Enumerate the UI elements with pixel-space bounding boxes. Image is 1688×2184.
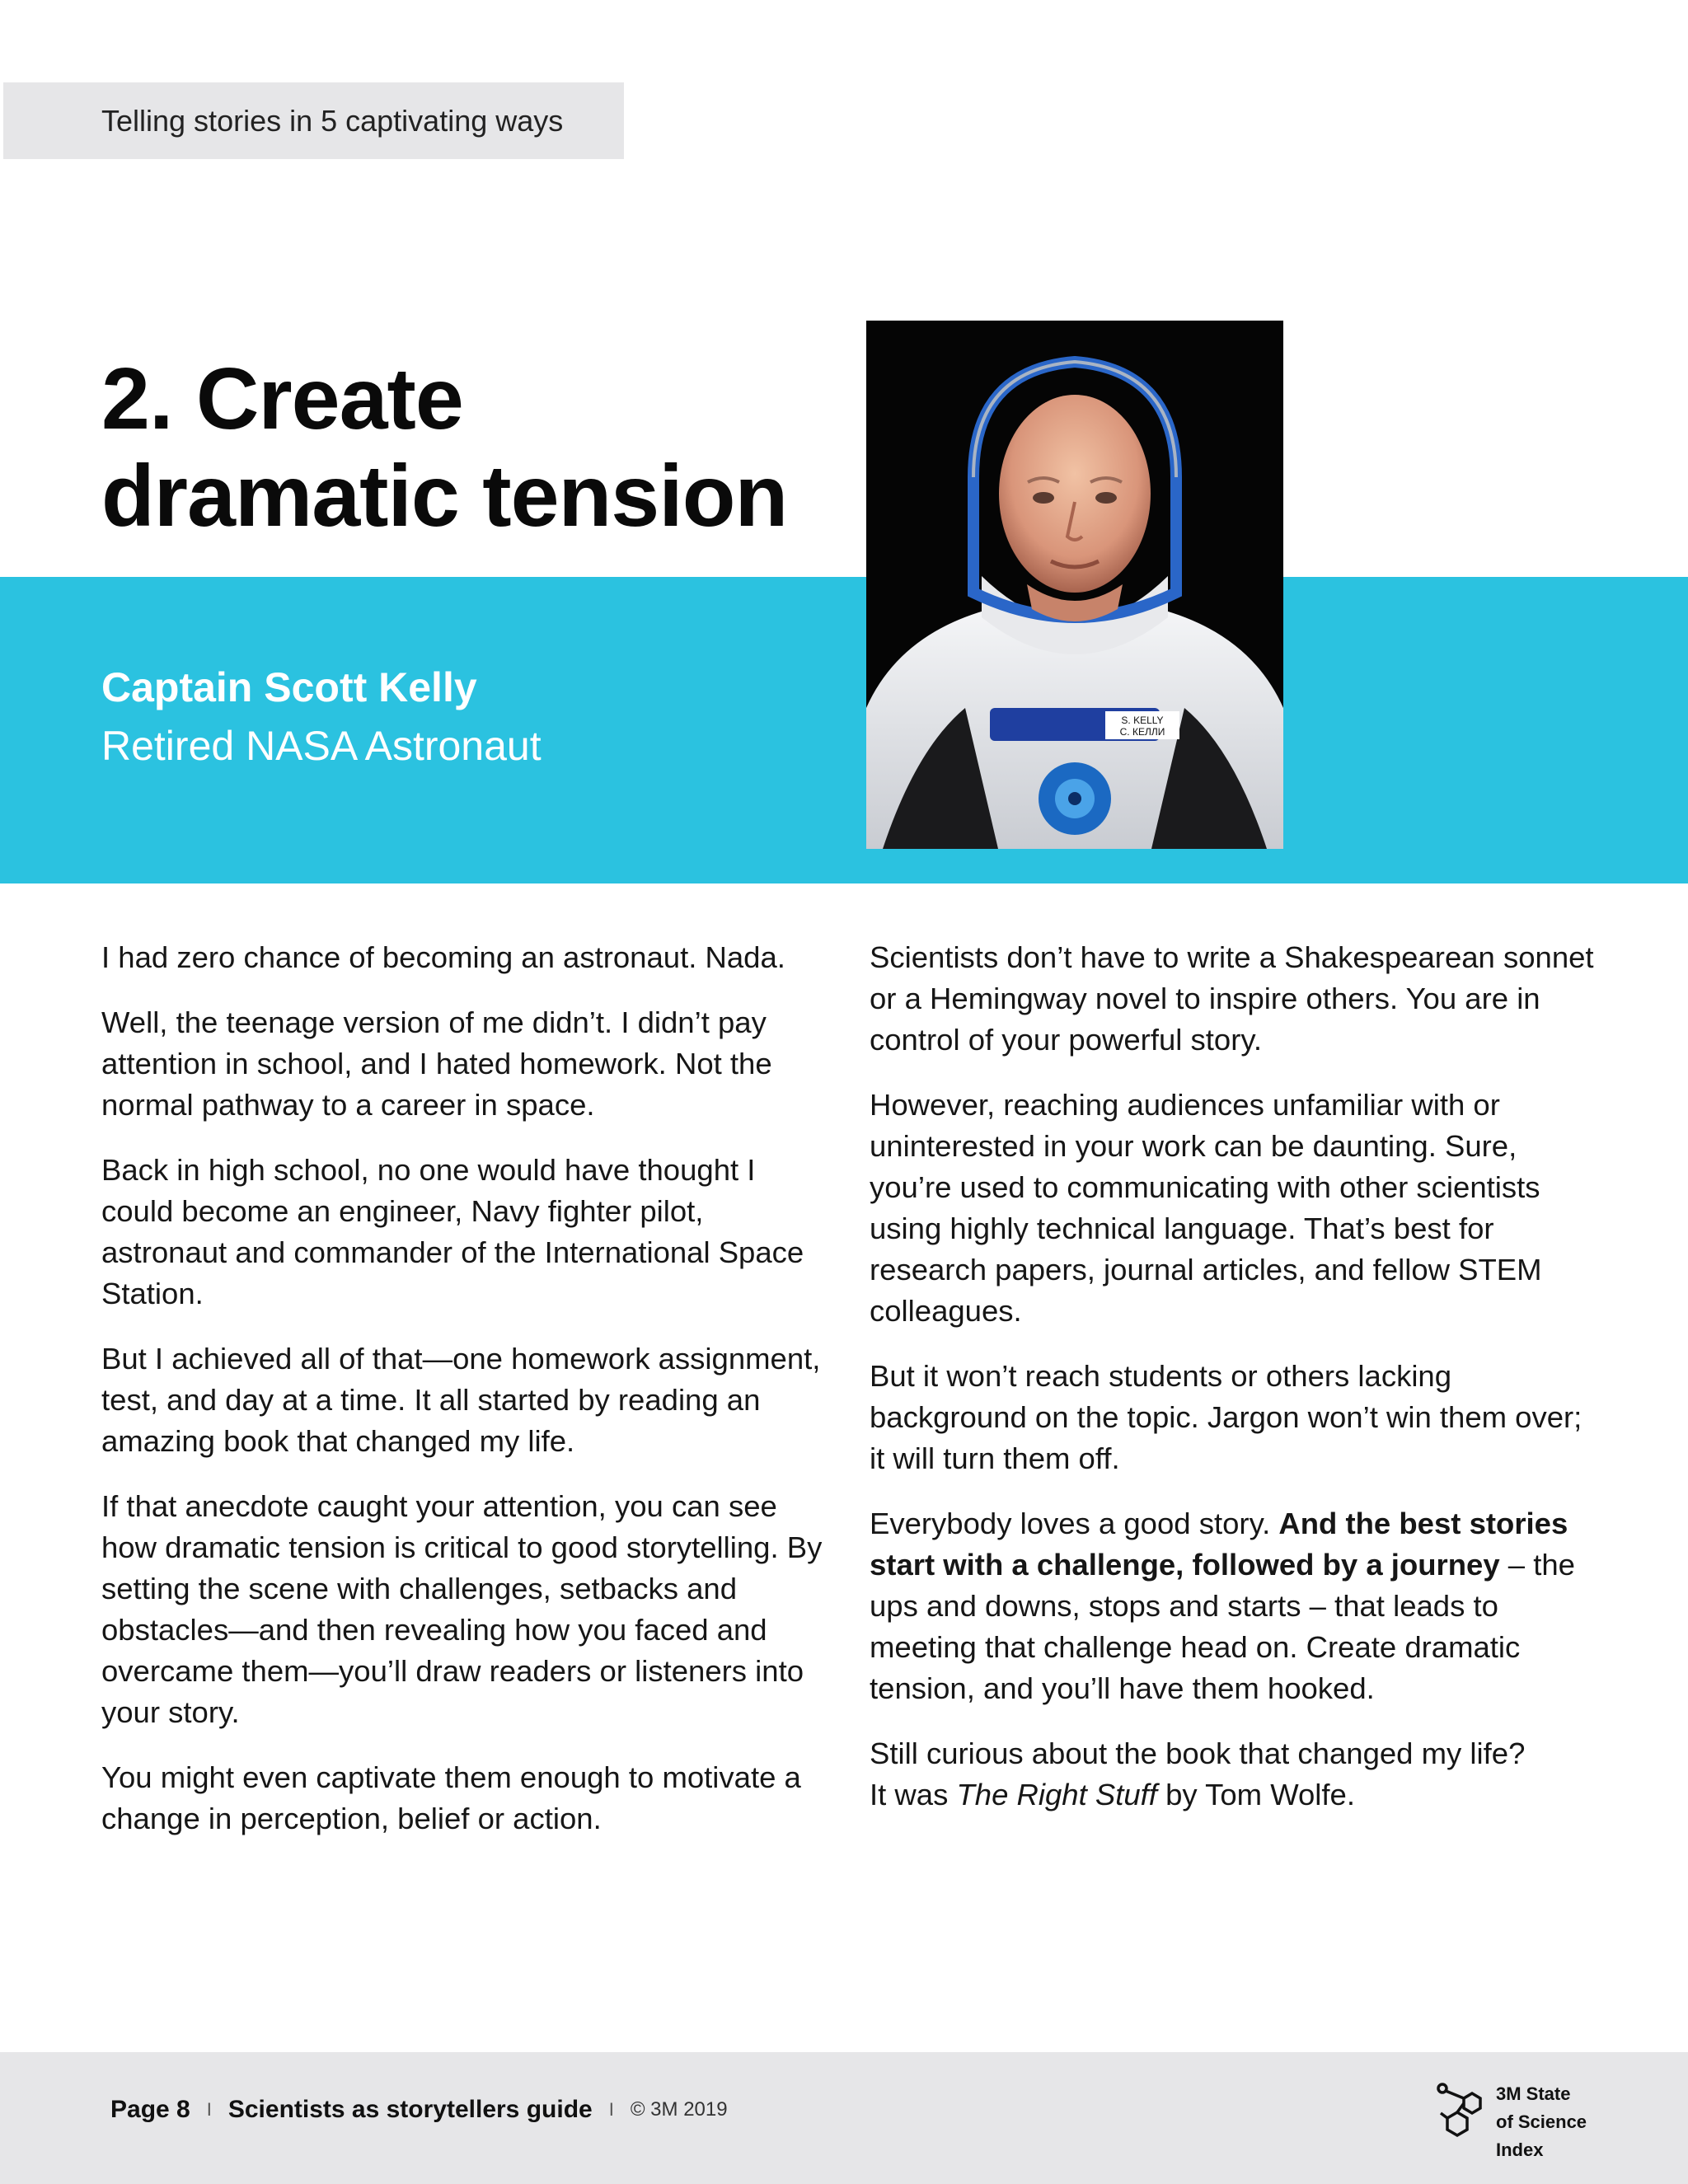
body-paragraph: Back in high school, no one would have thought I could become an engineer, Navy fighter pilot, astronaut and commander of the International Space Station.	[101, 1153, 804, 1310]
copyright: © 3M 2019	[630, 2098, 728, 2121]
emphasis-rest: – the ups and downs, stops and starts – that leads to meeting that challenge head on. Create dramatic tension, and you’ll have them hooked.	[870, 1548, 1575, 1705]
logo-line-3: Index	[1496, 2139, 1544, 2160]
book-reference	[870, 1733, 1595, 1816]
logo-line-1: 3M State	[1496, 2083, 1571, 2104]
emphasis-intro: Everybody loves a good story.	[870, 1507, 1279, 1540]
body-paragraph: If that anecdote caught your attention, you can see how dramatic tension is critical to good storytelling. By setting the scene with challenges, setbacks and obstacles—and then revealing how you faced and overcame them—you’ll draw readers or listeners into your story.	[101, 1489, 823, 1729]
body-paragraph: But I achieved all of that—one homework assignment, test, and day at a time. It all started by reading an amazing book that changed my life.	[101, 1342, 821, 1458]
astronaut-portrait-illustration	[866, 321, 1283, 849]
profile-name: Captain Scott Kelly	[101, 664, 477, 710]
body-paragraph: Well, the teenage version of me didn’t. I didn’t pay attention in school, and I hated homework. Not the normal pathway to a career in space.	[101, 1005, 772, 1122]
title-line-2: dramatic tension	[101, 448, 788, 545]
section-tab	[3, 82, 624, 159]
title-line-1: 2. Create	[101, 350, 463, 448]
page-number: Page 8	[110, 2096, 190, 2123]
book-prefix: It was	[870, 1778, 957, 1811]
book-question: Still curious about the book that changed my life?	[870, 1736, 1526, 1770]
book-suffix: by Tom Wolfe.	[1156, 1778, 1355, 1811]
page-title	[101, 350, 787, 545]
body-paragraph: Scientists don’t have to write a Shakespearean sonnet or a Hemingway novel to inspire others. You are in control of your powerful story.	[870, 940, 1594, 1057]
body-paragraph: I had zero chance of becoming an astronaut. Nada.	[101, 940, 785, 974]
body-paragraph: You might even captivate them enough to motivate a change in perception, belief or action.	[101, 1760, 801, 1835]
badge-text-2: С. КЕЛЛИ	[1119, 726, 1165, 738]
brand-logo-text	[1496, 2080, 1587, 2164]
logo-line-2: of Science	[1496, 2111, 1587, 2132]
molecule-logo-icon	[1436, 2082, 1489, 2141]
footer-divider: I	[608, 2099, 614, 2120]
body-paragraph: But it won’t reach students or others lacking background on the topic. Jargon won’t win them over; it will turn them off.	[870, 1359, 1582, 1475]
astronaut-photo	[866, 321, 1283, 849]
profile-role: Retired NASA Astronaut	[101, 723, 542, 769]
guide-title: Scientists as storytellers guide	[227, 2096, 593, 2123]
footer-info	[110, 2096, 728, 2124]
book-title: The Right Stuff	[956, 1778, 1157, 1811]
body-column-left	[101, 937, 827, 1863]
body-paragraph: However, reaching audiences unfamiliar with or uninterested in your work can be daunting. Sure, you’re used to communicating with other scientists using highly technical language. That’s best for research papers, journal articles, and fellow STEM colleagues.	[870, 1088, 1542, 1328]
emphasis-bold: And the best stories start with a challenge, followed by a journey	[870, 1507, 1568, 1582]
body-column-right	[870, 937, 1595, 1840]
footer-divider: I	[206, 2099, 212, 2120]
badge-text-1: S. KELLY	[1121, 715, 1164, 726]
section-label: Telling stories in 5 captivating ways	[101, 103, 564, 138]
body-paragraph-emphasis	[870, 1503, 1595, 1709]
